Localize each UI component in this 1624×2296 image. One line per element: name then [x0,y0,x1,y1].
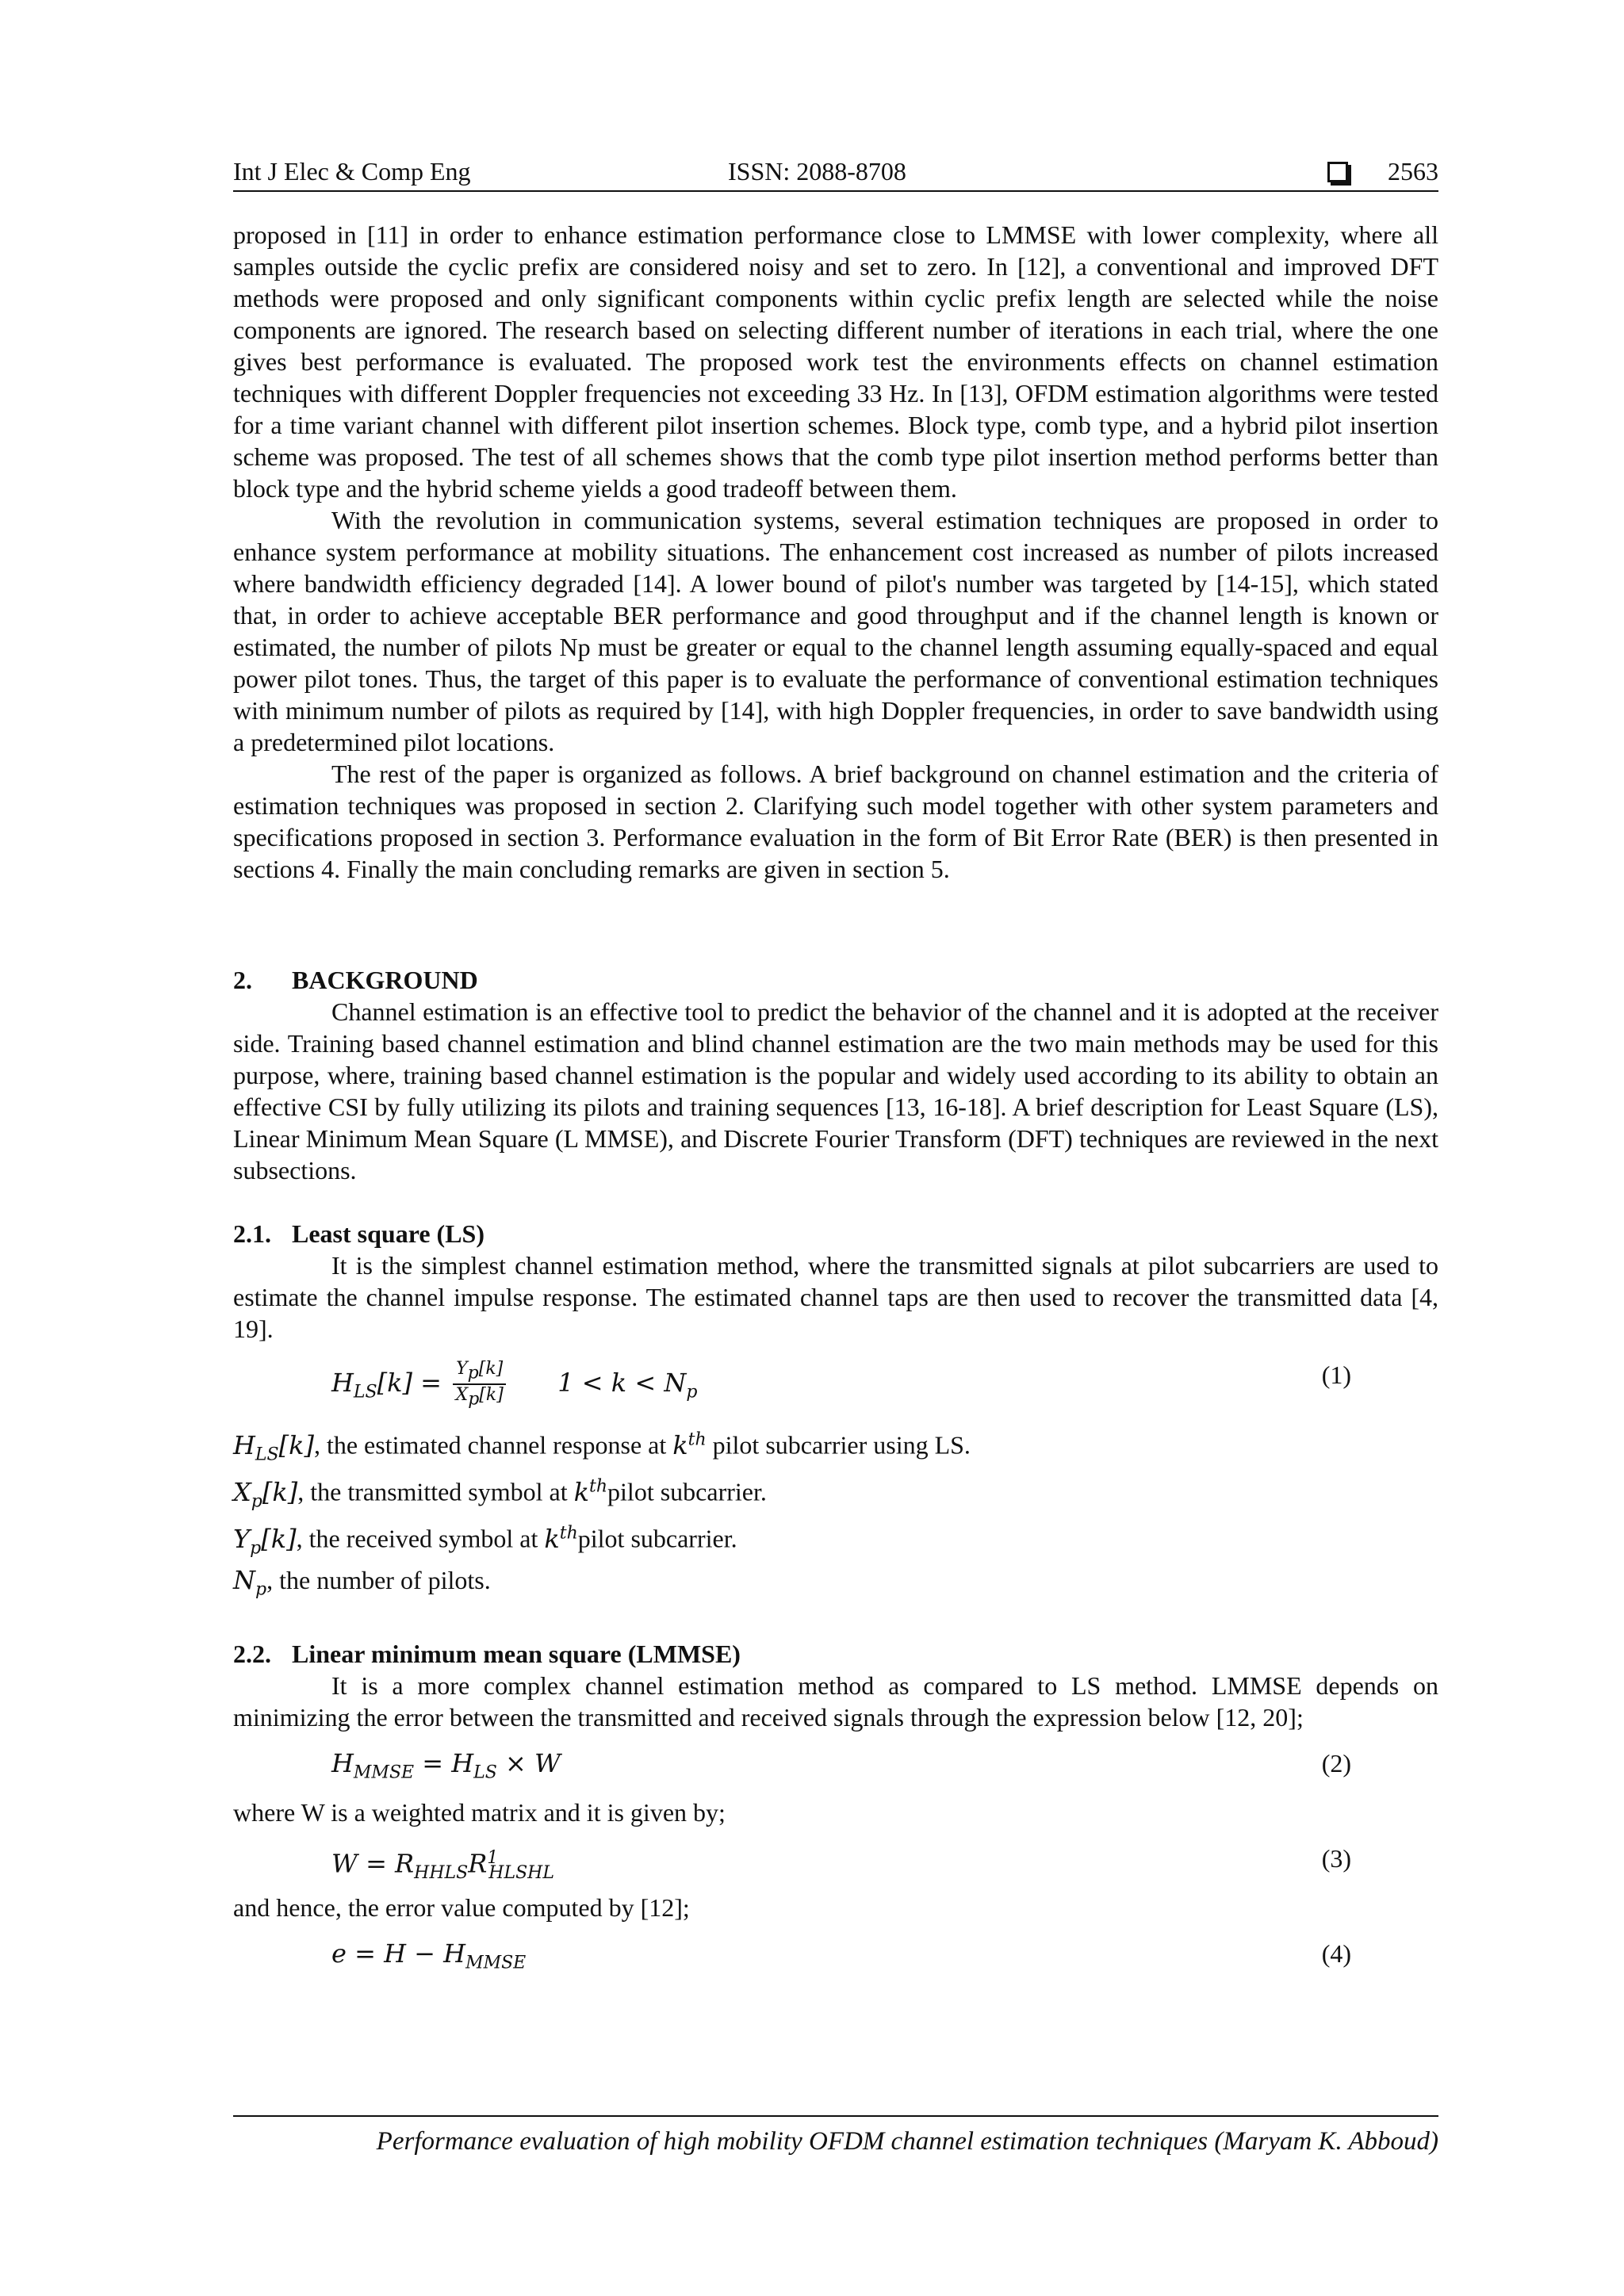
section-number: 2. [233,966,252,994]
equation-1 [233,1345,1438,1421]
equation-3-expression: $W = R_{HHLS}R^1_{HLSHL}$ [331,1847,554,1883]
equation-2 [233,1733,1438,1797]
issn: ISSN: 2088-8708 [728,157,906,186]
subsection-heading-lmmse [233,1638,1438,1670]
equation-2-expression: $H_{MMSE} = H_{LS} \times W$ [331,1747,561,1782]
intro-paragraph-2: With the revolution in communication systems, several estimation techniques are proposed in order to enhance system performance at mobility situations. The enhancement cost increased as number of pilots increased where bandwidth efficiency degraded [14]. A lower bound of pilot's number was targeted by [14-15], which stated that, in order to achieve acceptable BER performance and good throughput and if the channel length is known or estimated, the number of pilots Np must be greater or equal to the channel length assuming equally-spaced and equal power pilot tones. Thus, the target of this paper is to evaluate the performance of conventional estimation techniques with minimum number of pilots as required by [14], with high Doppler frequencies, in order to save bandwidth using a predetermined pilot locations. [233,506,1438,756]
journal-name: Int J Elec & Comp Eng [233,157,471,186]
section-title: BACKGROUND [292,966,478,994]
subsection-number: 2.1. [233,1219,271,1248]
running-footer: Performance evaluation of high mobility OFDM channel estimation techniques (Maryam K. Abboud) [376,2127,1438,2156]
equation-3-number: (3) [1321,1843,1351,1873]
section-heading-background [233,964,1438,996]
lmmse-paragraph: It is a more complex channel estimation method as compared to LS method. LMMSE depends on minimizing the error between the transmitted and received signals through the expression below [12, 20]; [233,1670,1438,1732]
footer-rule [233,2115,1438,2117]
background-paragraph: Channel estimation is an effective tool to predict the behavior of the channel and it is adopted at the receiver side. Training based channel estimation and blind channel estimation are the two main methods may be used for this purpose, where, training based channel estimation is the popular and widely used according to its ability to obtain an effective CSI by fully utilizing its pilots and training sequences [13, 16-18]. A brief description for Least Square (LS), Linear Minimum Mean Square (L MMSE), and Discrete Fourier Transform (DFT) techniques are reviewed in the next subsections. [233,997,1438,1184]
equation-4-number: (4) [1321,1938,1351,1968]
definition-xp: $X_p[k]$, the transmitted symbol at $k^{th}pilot$ subcarrier. [233,1476,767,1512]
equation-4 [233,1923,1438,1987]
equation-2-number: (2) [1321,1748,1351,1777]
error-value-text: and hence, the error value computed by [12]; [233,1892,690,1922]
page-body [233,219,1438,1987]
equation-4-expression: $e = H - H_{MMSE}$ [331,1938,527,1973]
intro-paragraph-3: The rest of the paper is organized as follows. A brief background on channel estimation and the criteria of estimation techniques was proposed in section 2. Clarifying such model together with other system parameters and specifications proposed in section 3. Performance evaluation in the form of Bit Error Rate (BER) is then presented in sections 4. Finally the main concluding remarks are given in section 5. [233,760,1438,883]
equation-1-number: (1) [1321,1360,1351,1389]
running-header [233,155,1438,192]
subsection-heading-ls [233,1218,1438,1249]
definition-hls: $H_{LS}[k]$, the estimated channel response at $k^{th}$ pilot subcarrier using LS. [233,1429,971,1465]
equation-3 [233,1828,1438,1892]
weight-matrix-text: where W is a weighted matrix and it is given by; [233,1797,726,1827]
equation-1-expression: $H_{LS}[k]$ = $\frac{Y_p[k]}{X_p[k]}$ $1 < k < N_p$ [331,1359,698,1410]
ls-definitions [233,1424,1438,1606]
definition-yp: $Y_p[k]$, the received symbol at $k^{th}pilot$ subcarrier. [233,1523,737,1559]
subsection-number: 2.2. [233,1639,271,1668]
page-number: 2563 [1388,157,1438,186]
intro-paragraph-1: proposed in [11] in order to enhance estimation performance close to LMMSE with lower complexity, where all samples outside the cyclic prefix are considered noisy and set to zero. In [12], a conventional and improved DFT methods were proposed and only significant components within cyclic prefix length are selected while the noise components are ignored. The research based on selecting different number of iterations in each trial, where the one gives best performance is evaluated. The proposed work test the environments effects on channel estimation techniques with different Doppler frequencies not exceeding 33 Hz. In [13], OFDM estimation algorithms were tested for a time variant channel with different pilot insertion schemes. Block type, comb type, and a hybrid pilot insertion scheme was proposed. The test of all schemes shows that the comb type pilot insertion method performs better than block type and the hybrid scheme yields a good tradeoff between them. [233,220,1438,503]
subsection-title: Least square (LS) [292,1219,485,1248]
ls-paragraph: It is the simplest channel estimation method, where the transmitted signals at pilot subcarriers are used to estimate the channel impulse response. The estimated channel taps are then used to recover the transmitted data [4, 19]. [233,1251,1438,1343]
checkbox-square-icon [1327,162,1348,182]
header-rule [233,190,1438,192]
definition-np: $N_p$, the number of pilots. [233,1565,491,1600]
subsection-title: Linear minimum mean square (LMMSE) [292,1639,741,1668]
